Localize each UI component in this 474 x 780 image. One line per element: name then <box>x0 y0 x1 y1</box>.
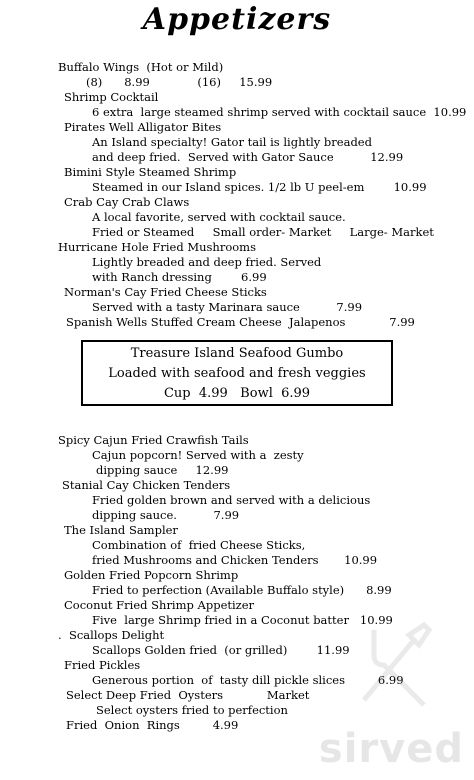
item-description: A local favorite, served with cocktail sauce. <box>92 210 346 224</box>
item-name: Stanial Cay Chicken Tenders <box>62 478 231 492</box>
item-description: 6 extra large steamed shrimp served with cocktail sauce 10.99 <box>92 105 467 119</box>
item-name: Fried Onion Rings 4.99 <box>66 718 239 732</box>
item-name: Hurricane Hole Fried Mushrooms <box>58 240 256 254</box>
item-name: The Island Sampler <box>64 523 178 537</box>
item-name: Norman's Cay Fried Cheese Sticks <box>64 285 267 299</box>
item-description: An Island specialty! Gator tail is lightly breaded <box>92 135 372 149</box>
item-description: Fried to perfection (Available Buffalo style) 8.99 <box>92 583 392 597</box>
item-description: Lightly breaded and deep fried. Served <box>92 255 322 269</box>
item-description: Steamed in our Island spices. 1/2 lb U peel-em 10.99 <box>92 180 427 194</box>
watermark-logo: sirved <box>318 726 464 772</box>
item-description: Cajun popcorn! Served with a zesty <box>92 448 304 462</box>
item-description: with Ranch dressing 6.99 <box>92 270 267 284</box>
item-name: Spicy Cajun Fried Crawfish Tails <box>58 433 249 447</box>
page-title: Appetizers <box>142 2 332 37</box>
fork-knife-icon <box>354 620 434 710</box>
item-name: Buffalo Wings (Hot or Mild) <box>58 60 224 74</box>
item-name: Shrimp Cocktail <box>64 90 159 104</box>
item-description: Combination of fried Cheese Sticks, <box>92 538 306 552</box>
item-price: (8) 8.99 (16) 15.99 <box>86 75 273 89</box>
item-description: fried Mushrooms and Chicken Tenders 10.99 <box>92 553 378 567</box>
item-name: Select Deep Fried Oysters Market <box>66 688 310 702</box>
item-description: Fried golden brown and served with a delicious <box>92 493 371 507</box>
item-description: Served with a tasty Marinara sauce 7.99 <box>92 300 363 314</box>
item-description: Scallops Golden fried (or grilled) 11.99 <box>92 643 350 657</box>
gumbo-prices: Cup 4.99 Bowl 6.99 <box>163 386 311 401</box>
item-description: and deep fried. Served with Gator Sauce 12.99 <box>92 150 404 164</box>
gumbo-description: Loaded with seafood and fresh veggies <box>108 366 366 381</box>
item-description: dipping sauce. 7.99 <box>92 508 240 522</box>
item-description: Fried or Steamed Small order- Market Large- Market <box>92 225 434 239</box>
item-name: Fried Pickles <box>64 658 141 672</box>
item-name: Coconut Fried Shrimp Appetizer <box>64 598 255 612</box>
item-description: Five large Shrimp fried in a Coconut batter 10.99 <box>92 613 393 627</box>
item-description: dipping sauce 12.99 <box>96 463 229 477</box>
item-name: Crab Cay Crab Claws <box>64 195 190 209</box>
item-description: Generous portion of tasty dill pickle slices 6.99 <box>92 673 404 687</box>
item-name: . Scallops Delight <box>58 628 165 642</box>
item-name: Spanish Wells Stuffed Cream Cheese Jalapenos 7.99 <box>66 315 415 329</box>
item-name: Bimini Style Steamed Shrimp <box>64 165 237 179</box>
item-description: Select oysters fried to perfection <box>96 703 288 717</box>
gumbo-special-box <box>81 340 393 406</box>
gumbo-title: Treasure Island Seafood Gumbo <box>130 346 344 361</box>
item-name: Golden Fried Popcorn Shrimp <box>64 568 239 582</box>
item-name: Pirates Well Alligator Bites <box>64 120 222 134</box>
